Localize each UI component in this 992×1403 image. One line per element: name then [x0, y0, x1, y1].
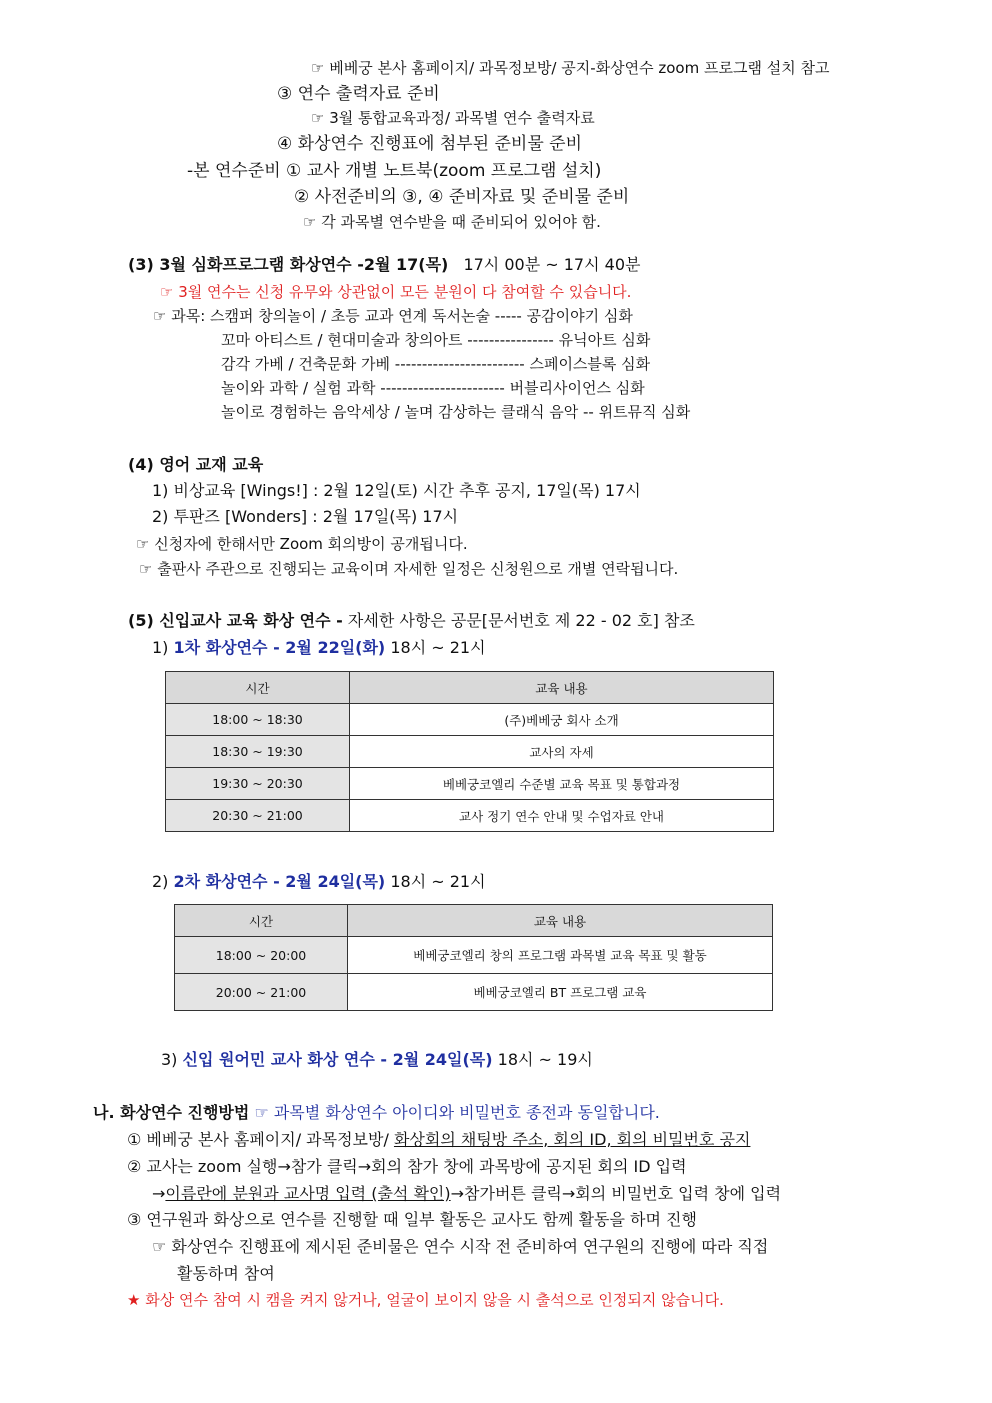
method-item-3: ③ 연구원과 화상으로 연수를 진행할 때 일부 활동은 교사도 함께 활동을 하며 진행: [127, 1210, 697, 1229]
section-4-item-1: 1) 비상교육 [Wings!] : 2월 12일(토) 시간 추후 공지, 17일(목) 17시: [152, 481, 641, 500]
section-4-title: (4) 영어 교재 교육: [128, 455, 264, 474]
attendance-warning: ★ 화상 연수 참여 시 캠을 켜지 않거나, 얼굴이 보이지 않을 시 출석으로 인정되지 않습니다.: [127, 1291, 724, 1309]
course-line: ☞ 과목: 스캠퍼 창의놀이 / 초등 교과 연계 독서논술 ----- 공감이야기 심화: [153, 307, 633, 325]
method-item-2-underlined: 이름란에 분원과 교사명 입력 (출석 확인): [165, 1184, 451, 1203]
section-3-time: 17시 00분 ~ 17시 40분: [463, 255, 641, 274]
table-cell-time: 20:30 ~ 21:00: [166, 800, 350, 832]
table-cell-content: 베베궁코엘리 BT 프로그램 교육: [348, 974, 773, 1011]
table-header: 시간: [166, 672, 350, 704]
third-session-heading: [161, 1050, 593, 1069]
method-item-2-arrow: →: [152, 1184, 166, 1203]
table-cell-content: 베베궁코엘리 수준별 교육 목표 및 통합과정: [350, 768, 774, 800]
table-row: [166, 736, 774, 768]
table-cell-time: 18:00 ~ 20:00: [175, 937, 348, 974]
method-item-1-underlined: 화상회의 채팅방 주소, 회의 ID, 회의 비밀번호 공지: [393, 1130, 751, 1149]
table-header: 교육 내용: [350, 672, 774, 704]
method-item-1: [127, 1130, 750, 1149]
prep-line-4: ④ 화상연수 진행표에 첨부된 준비물 준비: [277, 134, 583, 154]
second-session-heading: [152, 872, 486, 891]
prep-line-2: ③ 연수 출력자료 준비: [277, 84, 440, 104]
third-session-label: 신입 원어민 교사 화상 연수 - 2월 24일(목): [182, 1050, 493, 1069]
section-3-note: ☞ 3월 연수는 신청 유무와 상관없이 모든 분원이 다 참여할 수 있습니다.: [160, 283, 632, 301]
table-cell-content: 베베궁코엘리 창의 프로그램 과목별 교육 목표 및 활동: [348, 937, 773, 974]
table-row: [166, 768, 774, 800]
section-5-title: (5) 신입교사 교육 화상 연수 -: [128, 611, 343, 630]
prep-line-7: ☞ 각 과목별 연수받을 때 준비되어 있어야 함.: [303, 213, 601, 231]
method-item-2-cont: [152, 1184, 781, 1203]
course-line: 감각 가베 / 건축문화 가베 ------------------------ 스페이스블록 심화: [221, 355, 651, 373]
prep-line-3: ☞ 3월 통합교육과정/ 과목별 연수 출력자료: [311, 109, 595, 127]
third-session-time: 18시 ~ 19시: [497, 1050, 593, 1069]
prep-line-1: ☞ 베베궁 본사 홈페이지/ 과목정보방/ 공지-화상연수 zoom 프로그램 설치 참고: [311, 59, 830, 77]
course-line: 놀이로 경험하는 음악세상 / 놀며 감상하는 클래식 음악 -- 위트뮤직 심화: [221, 403, 691, 421]
method-item-3-note-1: ☞ 화상연수 진행표에 제시된 준비물은 연수 시작 전 준비하여 연구원의 진행에 따라 직접: [152, 1237, 769, 1256]
first-session-time: 18시 ~ 21시: [390, 638, 486, 657]
method-note: ☞ 과목별 화상연수 아이디와 비밀번호 종전과 동일합니다.: [254, 1103, 660, 1122]
method-heading: [93, 1103, 660, 1122]
section-4-note-1: ☞ 신청자에 한해서만 Zoom 회의방이 공개됩니다.: [136, 535, 468, 553]
table-row: [175, 974, 773, 1011]
table-cell-time: 19:30 ~ 20:30: [166, 768, 350, 800]
section-3-heading: [128, 255, 640, 274]
first-session-table: [165, 671, 774, 832]
table-header: 교육 내용: [348, 905, 773, 937]
method-title: 나. 화상연수 진행방법: [93, 1103, 250, 1122]
table-header: 시간: [175, 905, 348, 937]
method-item-2: ② 교사는 zoom 실행→참가 클릭→회의 참가 창에 과목방에 공지된 회의 ID 입력: [127, 1157, 687, 1176]
section-5-title-rest: 자세한 사항은 공문[문서번호 제 22 - 02 호] 참조: [347, 611, 695, 630]
table-row: [175, 937, 773, 974]
method-item-1-text: ① 베베궁 본사 홈페이지/ 과목정보방/: [127, 1130, 394, 1149]
second-session-table: [174, 904, 773, 1011]
table-row: [166, 800, 774, 832]
second-session-label: 2차 화상연수 - 2월 24일(목): [173, 872, 386, 891]
first-session-num: 1): [152, 638, 169, 657]
course-line: 놀이와 과학 / 실험 과학 ----------------------- 버블리사이언스 심화: [221, 379, 645, 397]
first-session-label: 1차 화상연수 - 2월 22일(화): [173, 638, 386, 657]
method-item-2-rest: →참가버튼 클릭→회의 비밀번호 입력 창에 입력: [450, 1184, 782, 1203]
table-cell-time: 18:00 ~ 18:30: [166, 704, 350, 736]
prep-line-6: ② 사전준비의 ③, ④ 준비자료 및 준비물 준비: [294, 187, 630, 207]
table-cell-content: 교사 정기 연수 안내 및 수업자료 안내: [350, 800, 774, 832]
section-4-note-2: ☞ 출판사 주관으로 진행되는 교육이며 자세한 일정은 신청원으로 개별 연락됩니다.: [139, 560, 679, 578]
table-cell-time: 18:30 ~ 19:30: [166, 736, 350, 768]
section-3-title: (3) 3월 심화프로그램 화상연수 -2월 17(목): [128, 255, 449, 274]
section-4-item-2: 2) 투판즈 [Wonders] : 2월 17일(목) 17시: [152, 507, 459, 526]
section-5-heading: [128, 611, 695, 630]
prep-line-5: -본 연수준비 ① 교사 개별 노트북(zoom 프로그램 설치): [187, 161, 602, 181]
method-item-3-note-2: 활동하며 참여: [177, 1264, 275, 1283]
second-session-num: 2): [152, 872, 169, 891]
first-session-heading: [152, 638, 486, 657]
course-line: 꼬마 아티스트 / 현대미술과 창의아트 ---------------- 유닉아트 심화: [221, 331, 651, 349]
table-cell-time: 20:00 ~ 21:00: [175, 974, 348, 1011]
table-cell-content: (주)베베궁 회사 소개: [350, 704, 774, 736]
table-row: [166, 704, 774, 736]
third-session-num: 3): [161, 1050, 178, 1069]
second-session-time: 18시 ~ 21시: [390, 872, 486, 891]
table-cell-content: 교사의 자세: [350, 736, 774, 768]
